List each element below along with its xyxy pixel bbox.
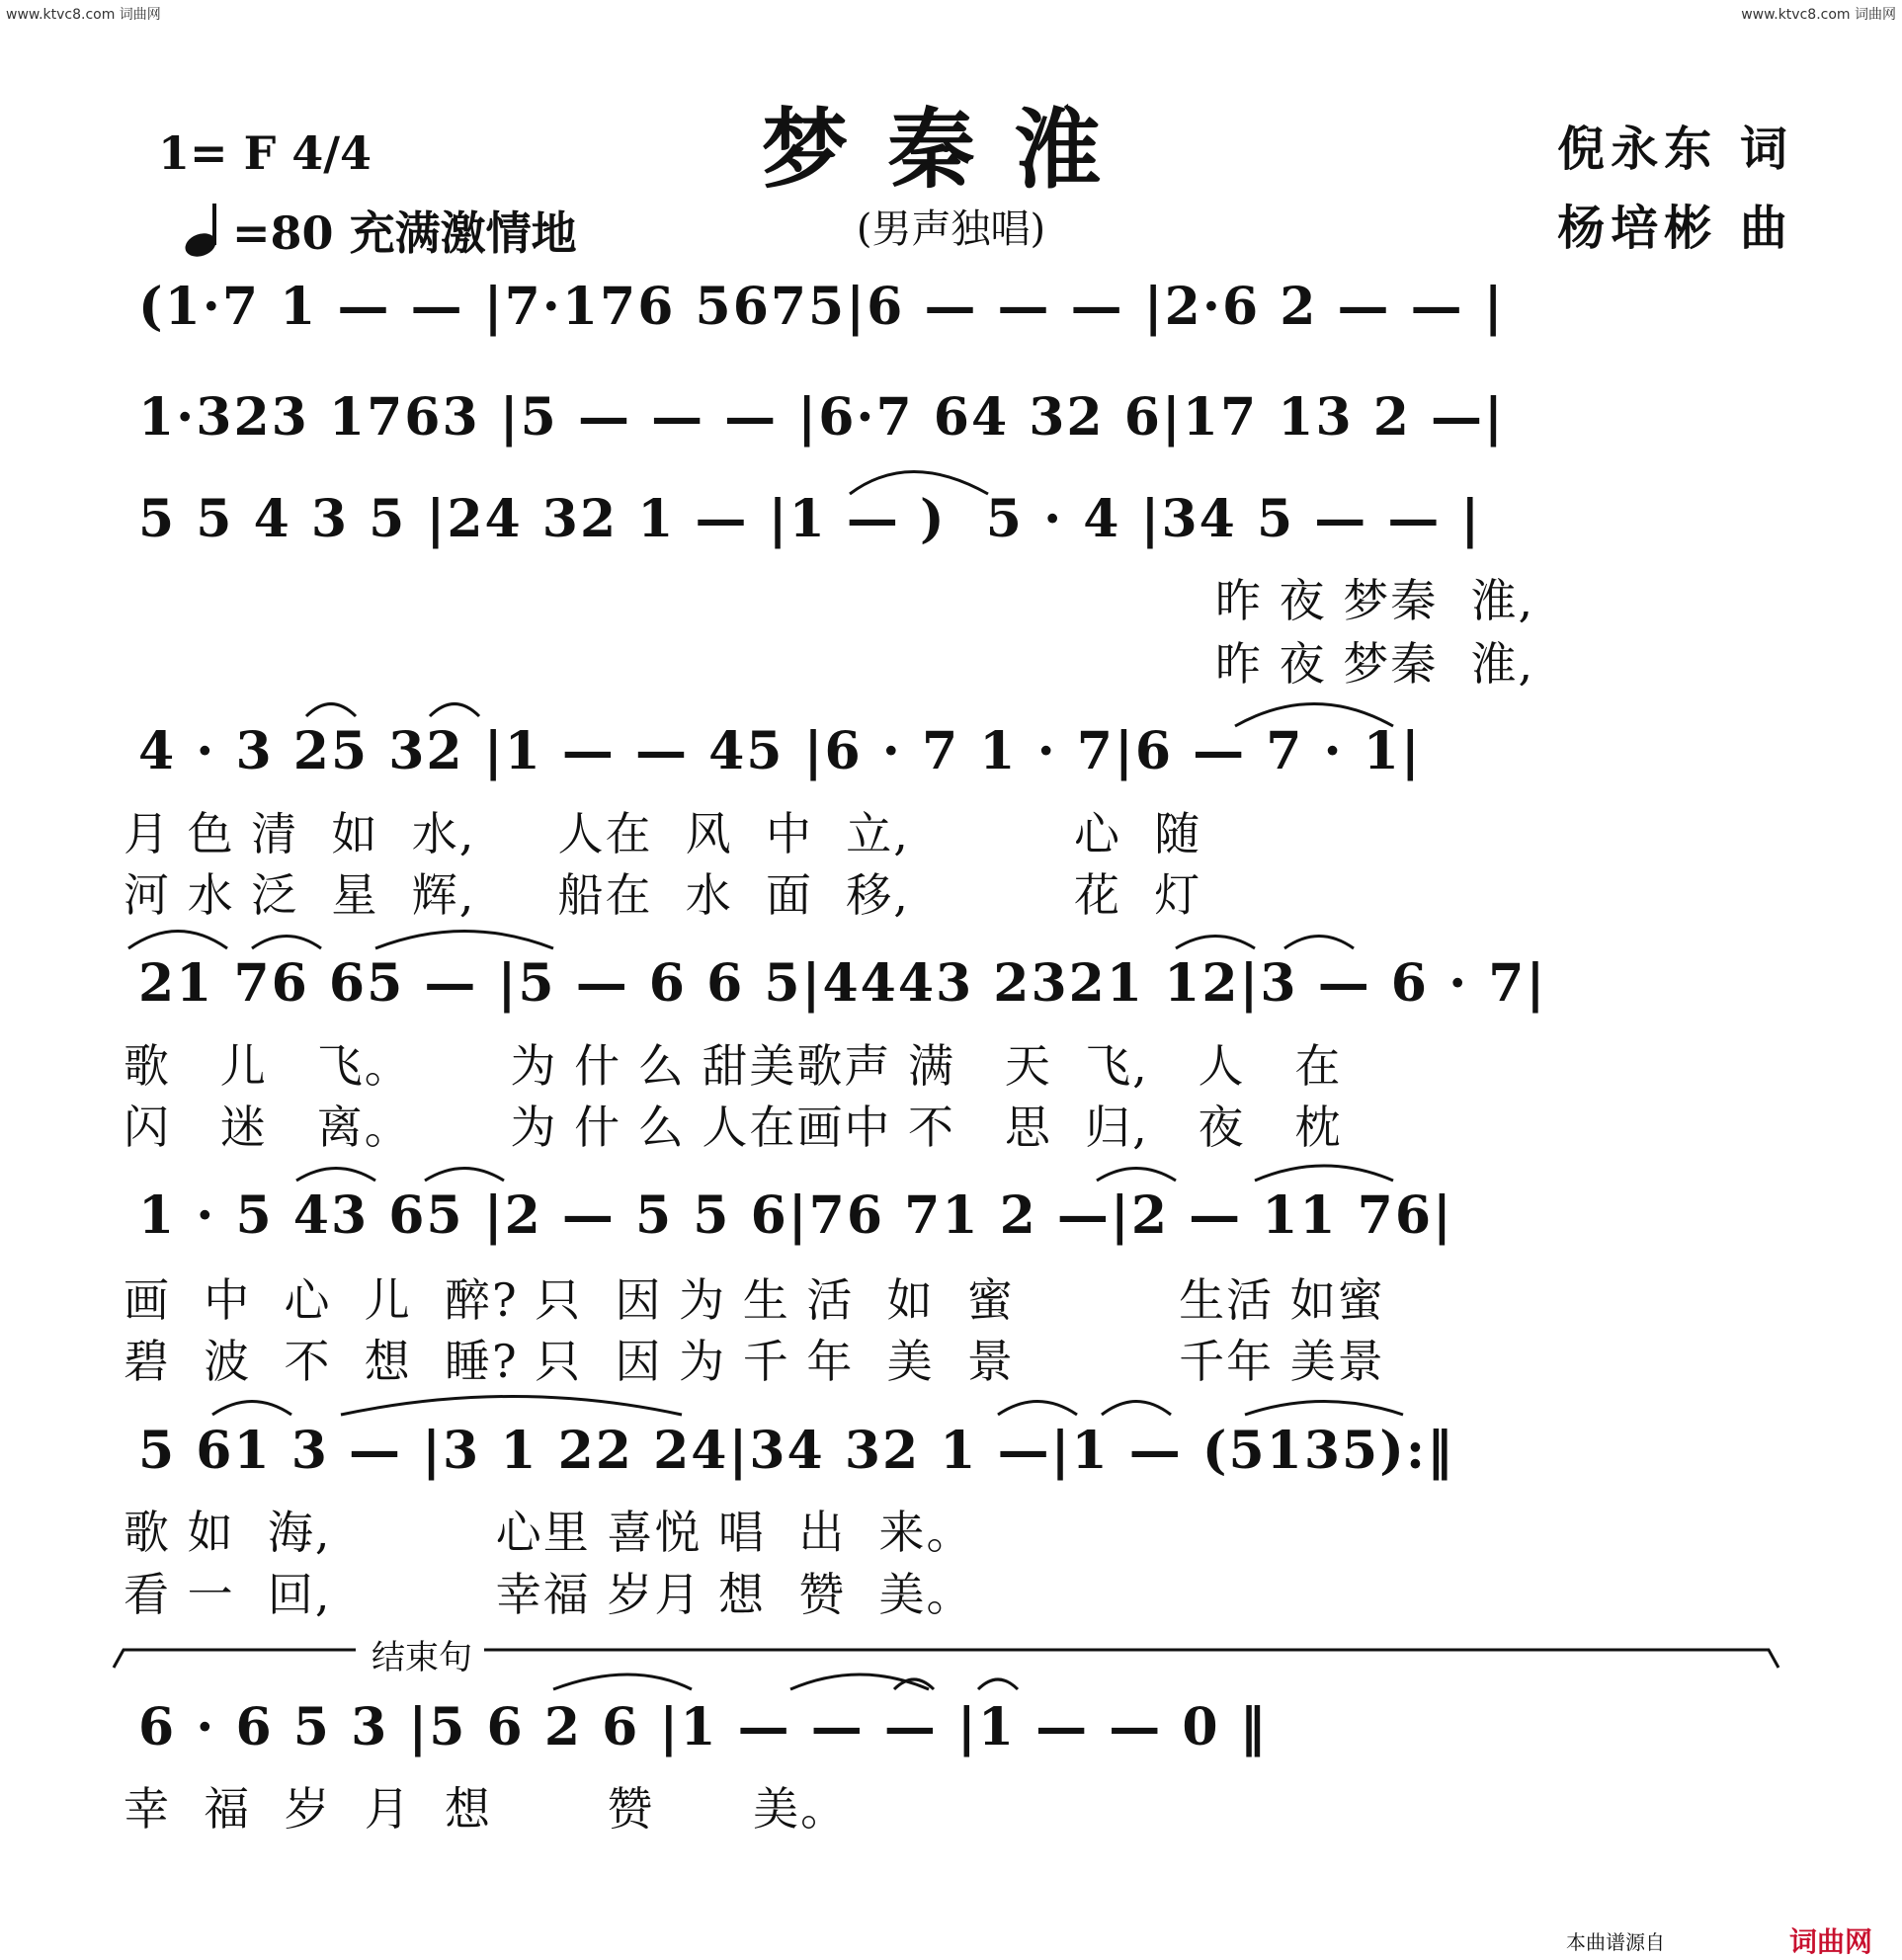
song-title: 梦秦淮 [761, 98, 1141, 201]
watermark-left: www.ktvc8.com 词曲网 [6, 7, 161, 23]
notation-line-2: 1·323 1763 |5 — — — |6·7 64 32 6|17 13 2 —| [138, 387, 1505, 448]
lyric-line-6-verse-1: 画 中 心 儿 醉? 只 因 为 生 活 如 蜜 生活 如蜜 [124, 1273, 1385, 1327]
watermark-right: www.ktvc8.com 词曲网 [1741, 7, 1896, 23]
notation-line-7: 5 61 3 — |3 1 22 24|34 32 1 —|1 — (5135):‖ [138, 1421, 1455, 1481]
footer-source: 本曲谱源自 [1566, 1930, 1665, 1954]
lyric-line-8: 幸 福 岁 月 想 赞 美。 [124, 1782, 849, 1836]
lyric-line-7-verse-1: 歌 如 海, 心里 喜悦 唱 出 来。 [124, 1506, 974, 1559]
slur [430, 704, 479, 717]
composer-credit: 杨培彬 曲 [1557, 201, 1793, 256]
lyric-line-3-verse-2: 昨 夜 梦秦 淮, [1215, 637, 1535, 691]
slur [425, 1169, 504, 1182]
lyric-line-7-verse-2: 看 一 回, 幸福 岁月 想 赞 美。 [124, 1568, 974, 1621]
slur [375, 932, 553, 949]
notation-line-5: 21 76 65 — |5 — 6 6 5|4443 2321 12|3 — 6 · 7| [138, 953, 1547, 1014]
slur [128, 932, 227, 949]
notation-line-1: (1·7 1 — — |7·176 5675|6 — — — |2·6 2 — — | [138, 277, 1505, 337]
lyric-line-4-verse-2: 河 水 泛 星 辉, 船在 水 面 移, 花 灯 [124, 868, 1202, 922]
coda-label: 结束句 [364, 1630, 480, 1678]
slur [1284, 937, 1354, 949]
notation-line-8: 6 · 6 5 3 |5 6 2 6 |1 — — — |1 — — 0 ‖ [138, 1697, 1268, 1757]
lyricist-credit: 倪永东 词 [1557, 122, 1793, 177]
slur [894, 1679, 934, 1689]
song-subtitle: (男声独唱) [856, 206, 1046, 252]
slur [296, 1169, 375, 1182]
lyric-line-5-verse-1: 歌 儿 飞。 为 什 么 甜美歌声 满 天 飞, 人 在 [124, 1039, 1343, 1093]
slur [1097, 1169, 1176, 1182]
tempo-text: =80 充满激情地 [232, 206, 577, 260]
slur [790, 1674, 929, 1689]
slur [341, 1397, 682, 1416]
slur [306, 704, 356, 717]
key-signature: 1= F 4/4 [158, 126, 372, 180]
lyric-line-3-verse-1: 昨 夜 梦秦 淮, [1215, 574, 1535, 627]
slur [1245, 1402, 1403, 1416]
slur [212, 1402, 291, 1416]
notation-line-3: 5 5 4 3 5 |24 32 1 — |1 — ) 5 · 4 |34 5 — — | [138, 489, 1482, 549]
notation-line-6: 1 · 5 43 65 |2 — 5 5 6|76 71 2 —|2 — 11 76| [138, 1185, 1453, 1246]
slur [1176, 937, 1255, 949]
lyric-line-5-verse-2: 闪 迷 离。 为 什 么 人在画中 不 思 归, 夜 枕 [124, 1101, 1343, 1154]
slur [1255, 1166, 1393, 1181]
lyric-line-6-verse-2: 碧 波 不 想 睡? 只 因 为 千 年 美 景 千年 美景 [124, 1335, 1385, 1388]
slur [1102, 1402, 1171, 1416]
slur [252, 937, 321, 949]
slur [553, 1674, 692, 1689]
lyric-line-4-verse-1: 月 色 清 如 水, 人在 风 中 立, 心 随 [124, 807, 1202, 860]
footer-logo: 词曲网 [1788, 1925, 1872, 1958]
slur [998, 1402, 1077, 1416]
slur [978, 1679, 1018, 1689]
notation-line-4: 4 · 3 25 32 |1 — — 45 |6 · 7 1 · 7|6 — 7 · 1| [138, 721, 1422, 781]
